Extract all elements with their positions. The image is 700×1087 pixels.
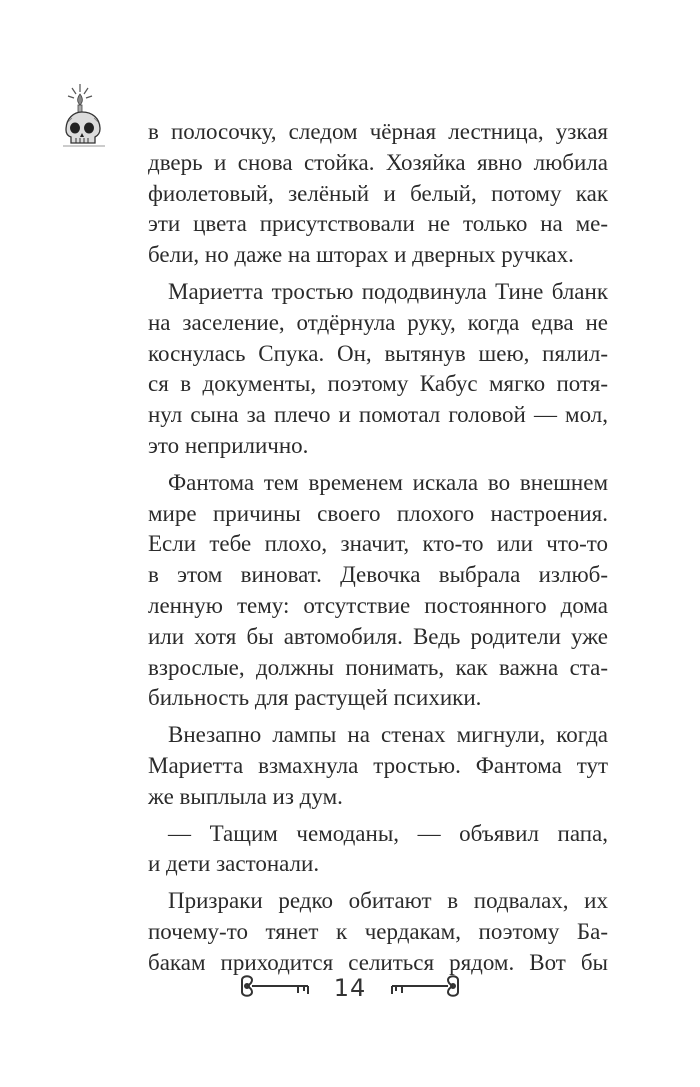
text-line: мире причины своего плохого настроения. xyxy=(148,500,608,526)
text-line: Мариетта взмахнула тростью. Фантома тут xyxy=(148,752,608,778)
paragraph-suitcases xyxy=(148,819,608,881)
paragraph-marietta-form xyxy=(148,277,608,462)
paragraph-fantoma-mood xyxy=(148,468,608,714)
text-line: нул сына за плечо и помотал головой — мол, xyxy=(148,402,608,428)
skull-candle-icon xyxy=(58,82,110,150)
text-line: Фантома тем временем искала во внешнем xyxy=(168,469,608,495)
body-text xyxy=(148,117,608,985)
text-line: эти цвета присутствовали не только на ме- xyxy=(148,211,608,237)
text-line: это неприлично. xyxy=(148,432,309,458)
text-line: почему-то тянет к чердакам, поэтому Ба- xyxy=(148,918,608,944)
text-line: Если тебе плохо, значит, кто-то или что-то xyxy=(148,531,608,557)
text-line: в этом виноват. Девочка выбрала излюб- xyxy=(148,562,608,588)
text-line: бели, но даже на шторах и дверных ручках. xyxy=(148,242,574,268)
text-line: же выплыла из дум. xyxy=(148,783,343,809)
text-line: коснулась Спука. Он, вытянув шею, пялил- xyxy=(148,340,608,366)
text-line: бильность для растущей психики. xyxy=(148,685,482,711)
paragraph-ghosts-attics xyxy=(148,886,608,978)
text-line: ленную тему: отсутствие постоянного дома xyxy=(148,592,608,618)
text-line: фиолетовый, зелёный и белый, потому как xyxy=(148,180,608,206)
text-line: в полосочку, следом чёрная лестница, узкая xyxy=(148,119,608,144)
text-line: бакам приходится селиться рядом. Вот бы xyxy=(148,949,608,975)
text-line: или хотя бы автомобиля. Ведь родители уже xyxy=(148,623,608,649)
text-line: на заселение, отдёрнула руку, когда едва не xyxy=(148,309,608,335)
key-left-icon xyxy=(238,970,318,1007)
paragraph-lamps-blink xyxy=(148,720,608,812)
key-right-icon xyxy=(382,970,462,1007)
paragraph-continuation xyxy=(148,117,608,271)
text-line: Мариетта тростью пододвинула Тине бланк xyxy=(168,278,608,304)
text-line: и дети застонали. xyxy=(148,851,320,877)
text-line: взрослые, должны понимать, как важна ста- xyxy=(148,654,608,680)
text-line: дверь и снова стойка. Хозяйка явно любила xyxy=(148,149,608,175)
page-number: 14 xyxy=(333,974,367,1002)
text-line: Призраки редко обитают в подвалах, их xyxy=(168,888,608,914)
text-line: ся в документы, поэтому Кабус мягко потя- xyxy=(148,371,608,397)
text-line: Внезапно лампы на стенах мигнули, когда xyxy=(168,722,608,748)
text-line: — Тащим чемоданы, — объявил папа, xyxy=(168,820,608,846)
page-footer xyxy=(0,968,700,1008)
